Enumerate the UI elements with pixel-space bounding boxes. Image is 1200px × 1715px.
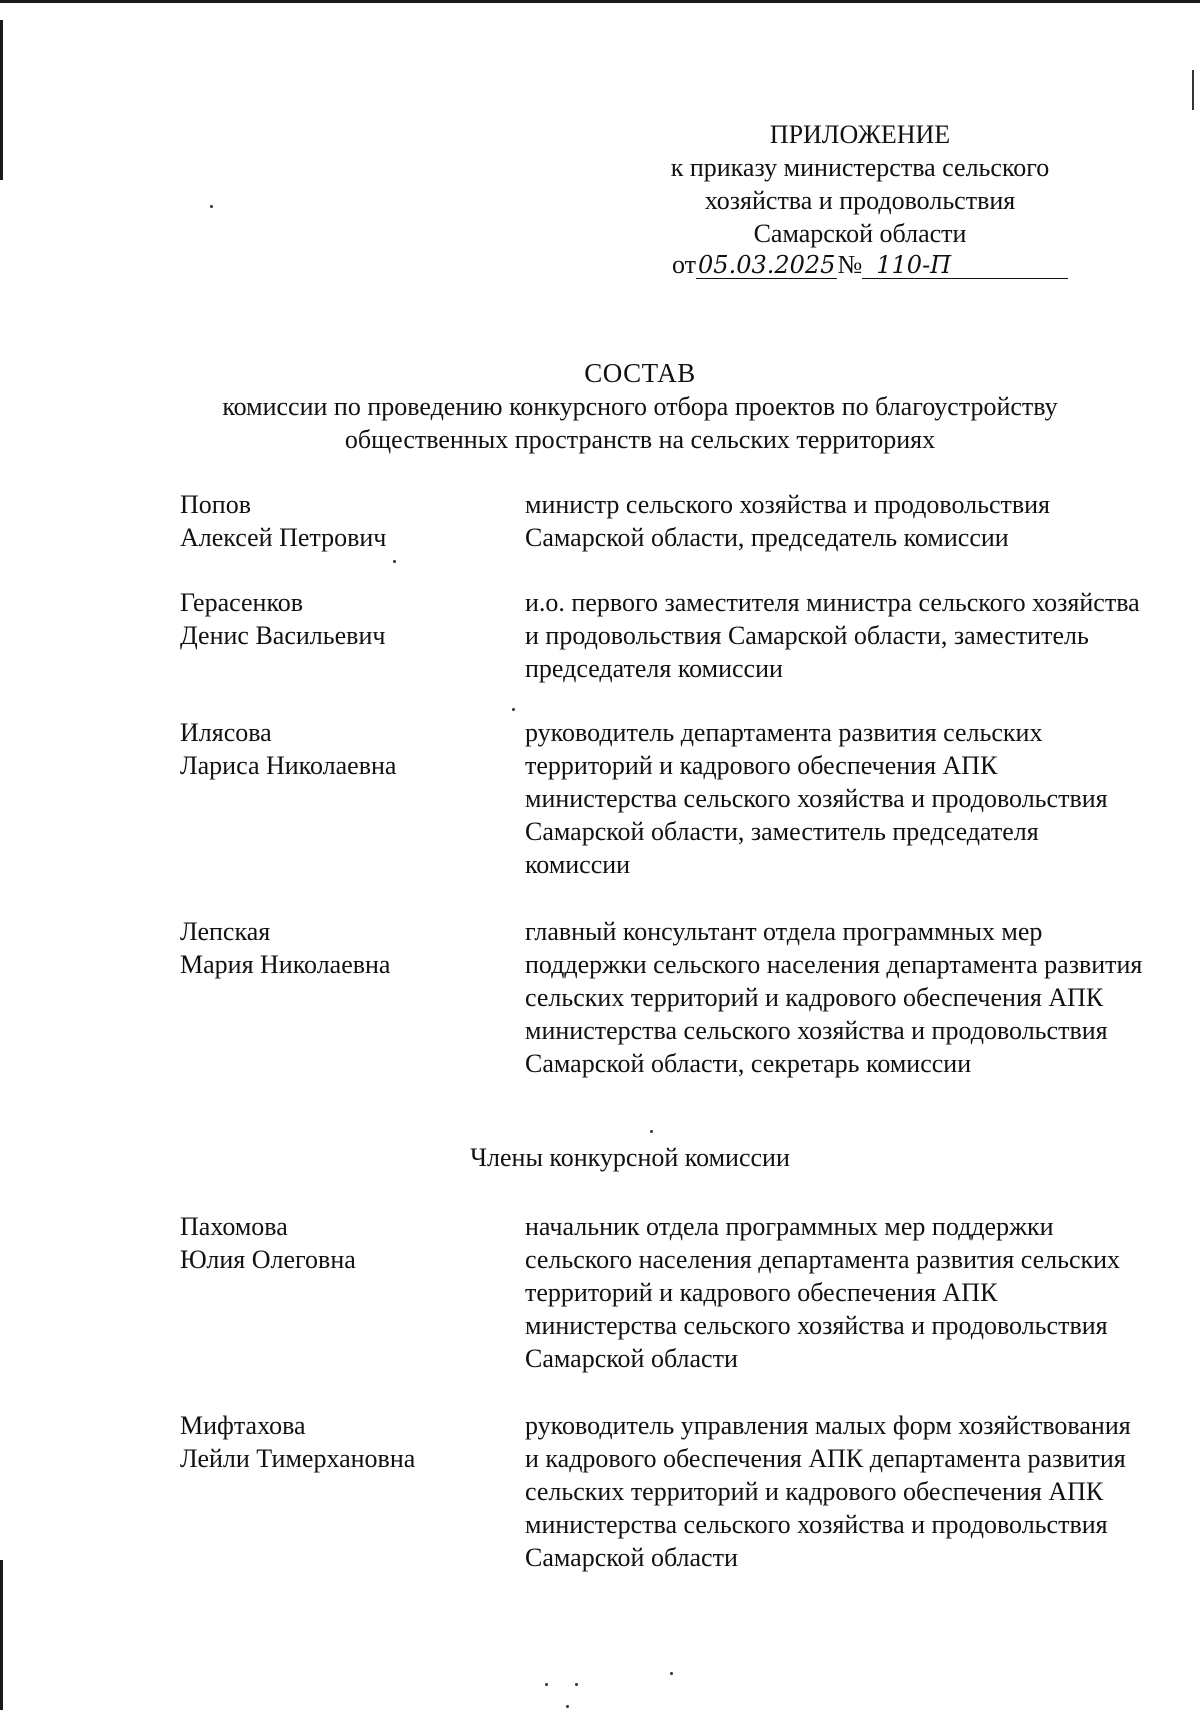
member-given-name: Мария Николаевна (180, 950, 391, 979)
member-name (180, 716, 510, 782)
scan-speck (512, 708, 515, 711)
member-given-name: Юлия Олеговна (180, 1245, 356, 1274)
member-surname: Илясова (180, 718, 272, 747)
member-given-name: Лариса Николаевна (180, 751, 397, 780)
order-date: 05.03.2025 (698, 251, 836, 279)
order-reference (672, 250, 1068, 280)
scan-top-border (0, 0, 1200, 3)
member-role: главный консультант отдела программных мер поддержки сельского населения департамента развития сельских территорий и кадрового обеспечения АПК министерства сельского хозяйства и продовольствия Самарской области, секретарь комиссии (525, 917, 1143, 1078)
member-role: начальник отдела программных мер поддержки сельского населения департамента развития сельских территорий и кадрового обеспечения АПК министерства сельского хозяйства и продовольствия Самарской области (525, 1212, 1121, 1373)
scan-speck (566, 1705, 569, 1708)
scan-speck (575, 1683, 578, 1686)
member-given-name: Лейли Тимерхановна (180, 1444, 416, 1473)
member-name (180, 488, 510, 554)
member-name (180, 1210, 510, 1276)
scan-right-edge (1192, 70, 1194, 110)
scan-speck (545, 1683, 548, 1686)
members-section-heading: Члены конкурсной комиссии (470, 1143, 790, 1172)
order-number: 110-П (862, 252, 1068, 279)
member-surname: Мифтахова (180, 1411, 306, 1440)
member-surname: Попов (180, 490, 251, 519)
member-role: руководитель департамента развития сельских территорий и кадрового обеспечения АПК министерства сельского хозяйства и продовольствия Самарской области, заместитель председателя комиссии (525, 718, 1108, 879)
scan-speck (393, 560, 396, 563)
document-title (150, 357, 1130, 456)
member-given-name: Алексей Петрович (180, 523, 387, 552)
member-role: и.о. первого заместителя министра сельского хозяйства и продовольствия Самарской области, заместитель председателя комиссии (525, 588, 1140, 683)
member-role: руководитель управления малых форм хозяйствования и кадрового обеспечения АПК департамента развития сельских территорий и кадрового обеспечения АПК министерства сельского хозяйства и продовольствия Самарской области (525, 1411, 1131, 1572)
member-name (180, 586, 510, 652)
annex-title: ПРИЛОЖЕНИЕ (769, 120, 951, 149)
member-role: министр сельского хозяйства и продовольствия Самарской области, председатель комиссии (525, 490, 1050, 552)
scan-left-edge (0, 1560, 3, 1710)
member-name (180, 915, 510, 981)
annex-header (620, 118, 1100, 250)
order-number-sign: № (837, 250, 863, 279)
title-line: общественных пространств на сельских территориях (344, 425, 936, 454)
member-surname: Пахомова (180, 1212, 288, 1241)
order-from-prefix: от (672, 250, 697, 279)
scan-speck (650, 1130, 653, 1133)
title-line: комиссии по проведению конкурсного отбора проектов по благоустройству (222, 392, 1058, 421)
title-heading: СОСТАВ (584, 358, 696, 388)
member-given-name: Денис Васильевич (180, 621, 386, 650)
member-surname: Лепская (180, 917, 271, 946)
annex-line: Самарской области (753, 219, 967, 248)
annex-line: к приказу министерства сельского (670, 153, 1050, 182)
annex-line: хозяйства и продовольствия (704, 186, 1016, 215)
scan-speck (670, 1672, 673, 1675)
scan-left-edge (0, 20, 3, 180)
scan-speck (210, 205, 213, 208)
member-surname: Герасенков (180, 588, 304, 617)
member-name (180, 1409, 510, 1475)
